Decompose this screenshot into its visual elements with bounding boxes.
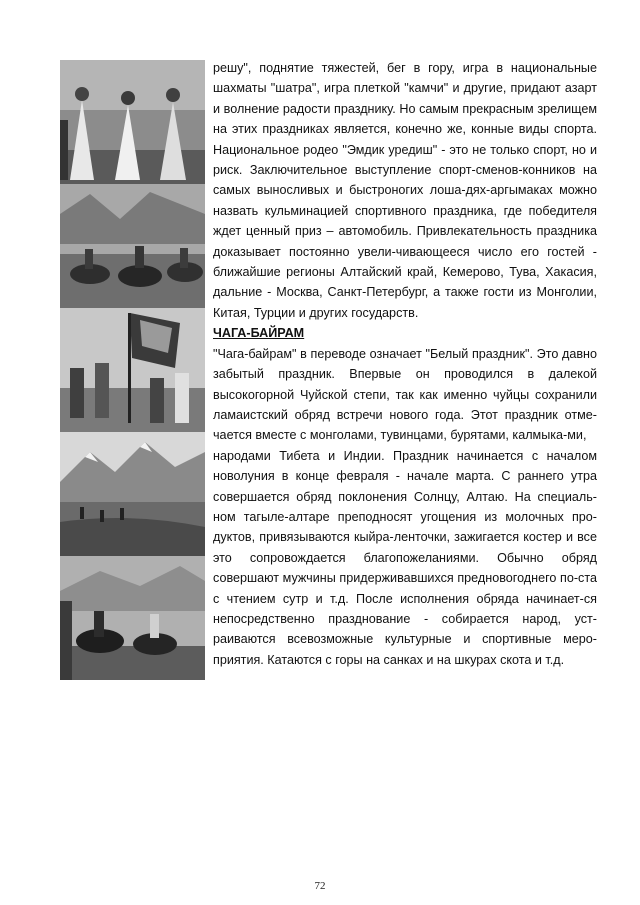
paragraph-festival-sports: решу", поднятие тяжестей, бег в гору, игра в национальные шахматы "шатра", игра плеткой "камчи" и другие, придают азарт и волнение радости празднику. Но самым прекрасным зрелищем на этих праздниках является, конечно же, конные виды спорта. Национальное родео "Эмдик уредиш" - это не только спорт, но и риск. Заключительное выступление спорт-сменов-конников на самых выносливых и быстроногих лоша-дях-аргымаках можно назвать кульминацией спортивного праздника, где победителя ждет ценный приз – автомобиль. Привлекательность праздника доказывает постоянно увели-чивающееся число его гостей - ближайшие регионы Алтайский край, Кемерово, Тува, Хакасия, дальние - Москва, Санкт-Петербург, а также гости из Монголии, Китая, Турции и других государств. — [213, 61, 597, 320]
photo-women-traditional-dress — [60, 60, 205, 184]
page-number: 72 — [314, 880, 326, 892]
section-heading: ЧАГА-БАЙРАМ — [213, 326, 305, 341]
photo-flag-ceremony — [60, 308, 205, 432]
photo-mountain-valley — [60, 432, 205, 556]
article-text — [213, 58, 597, 670]
paragraph-chaga-bayram-intro: "Чага-байрам" в переводе означает "Белый праздник". Это давно забытый праздник. Впервые он проводился в далекой высокогорной Чуйской степи, так как именно чуйцы сохранили ламаистский обряд встречи нового года. Этот праздник отме-чается вместе с монголами, тувинцами, бурятами, калмыка-ми, — [213, 346, 597, 443]
photo-riders-festival — [60, 556, 205, 680]
paragraph-chaga-bayram-ritual: народами Тибета и Индии. Праздник начинается с началом новолуния в конце февраля - начале марта. С раннего утра совершается обряд поклонения Солнцу, Алтаю. На специаль-ном тагыле-алтаре преподносят угощения из молочных про-дуктов, привязываются кыйра-ленточки, зажигается костер и все это сопровождается благопожеланиями. Обычно обряд совершают мужчины придерживавшихся предновогоднего по-ста с чтением сутр и т.д. После исполнения обряда начинает-ся непосредственно празднование - собирается народ, уст-раиваются всевозможные культурные и спортивные меро-приятия. Катаются с горы на санках и на шкурах скота и т.д. — [213, 448, 597, 667]
photo-column — [60, 60, 205, 680]
photo-horse-riders — [60, 184, 205, 308]
